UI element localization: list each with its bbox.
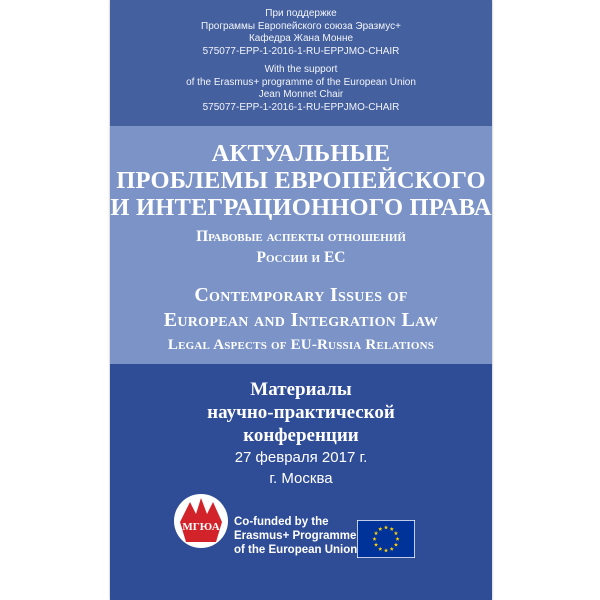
support-ru-line: Кафедра Жана Монне xyxy=(248,33,354,44)
title-en-line: Contemporary Issues of xyxy=(194,284,408,306)
support-en-line: Jean Monnet Chair xyxy=(258,89,344,100)
cofunded-text xyxy=(234,515,357,557)
subtitle-ru-line: России и ЕС xyxy=(256,249,346,266)
cofunded-line: of the European Union xyxy=(234,544,358,556)
title-ru-line: ПРОБЛЕМЫ ЕВРОПЕЙСКОГО xyxy=(116,167,486,194)
logo-text: МГЮА xyxy=(182,521,220,533)
materials-line: научно-практической xyxy=(207,402,395,423)
cofunded-line: Erasmus+ Programme xyxy=(234,530,357,542)
title-en xyxy=(110,283,492,333)
materials-heading xyxy=(110,378,492,447)
title-ru-line: АКТУАЛЬНЫЕ xyxy=(211,140,391,167)
support-text-ru xyxy=(110,8,492,58)
title-ru-line: И ИНТЕГРАЦИОННОГО ПРАВА xyxy=(110,194,492,221)
subtitle-en: Legal Aspects of EU-Russia Relations xyxy=(167,337,435,353)
book-cover xyxy=(110,0,492,600)
support-ru-line: 575077-EPP-1-2016-1-RU-EPPJMO-CHAIR xyxy=(202,45,400,57)
subtitle-ru-line: Правовые аспекты отношений xyxy=(196,228,406,245)
title-ru xyxy=(110,140,492,221)
support-en-line: With the support xyxy=(264,64,338,75)
eu-flag-icon xyxy=(357,520,415,558)
title-en-line: European and Integration Law xyxy=(163,309,439,331)
subtitle-ru xyxy=(110,226,492,268)
support-ru-line: Программы Европейского союза Эразмус+ xyxy=(201,20,401,32)
support-en-line: 575077-EPP-1-2016-1-RU-EPPJMO-CHAIR xyxy=(202,101,400,113)
cofunded-line: Co-funded by the xyxy=(234,516,329,528)
conference-city: г. Москва xyxy=(269,470,333,487)
materials-line: Материалы xyxy=(250,379,352,400)
support-text-en xyxy=(110,64,492,114)
support-en-line: of the Erasmus+ programme of the European Union xyxy=(186,76,416,88)
support-ru-line: При поддержке xyxy=(265,8,337,19)
materials-line: конференции xyxy=(243,425,359,446)
msal-logo-icon xyxy=(172,492,230,550)
conference-date: 27 февраля 2017 г. xyxy=(234,449,368,466)
